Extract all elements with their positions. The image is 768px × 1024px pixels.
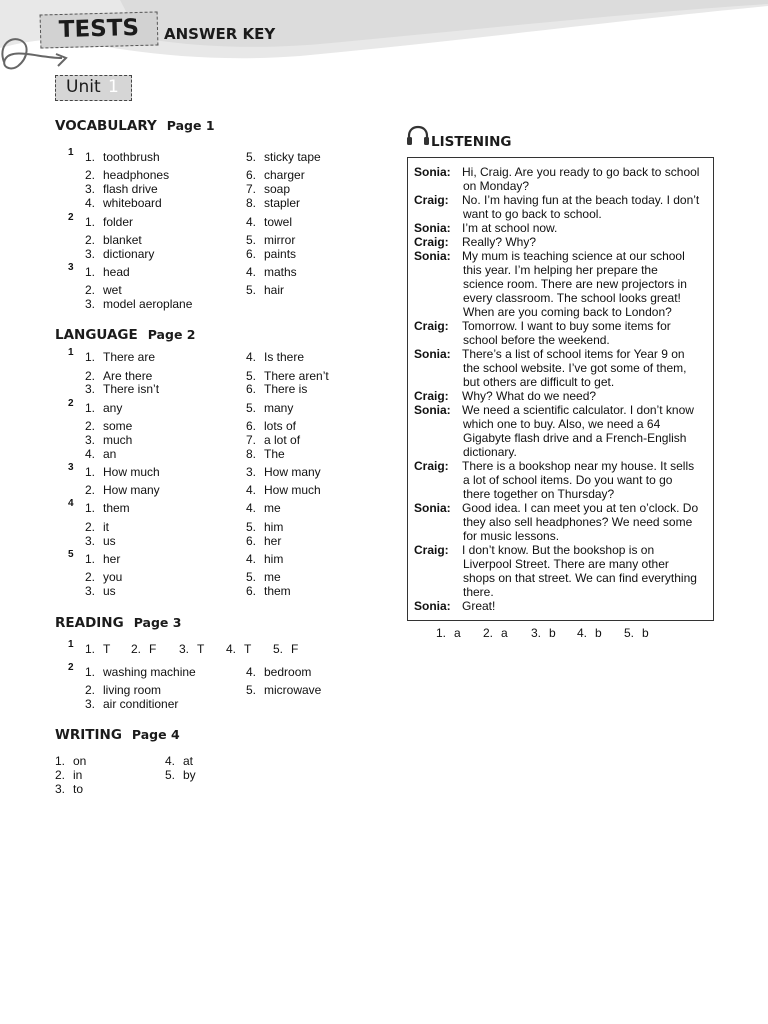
answer-item bbox=[246, 150, 321, 164]
item-number: 6. bbox=[246, 419, 257, 433]
item-answer: him bbox=[264, 552, 284, 566]
answer-item bbox=[55, 754, 86, 768]
answer-item bbox=[85, 419, 132, 433]
answer-item bbox=[85, 552, 120, 566]
item-answer: you bbox=[103, 570, 123, 584]
answer-item bbox=[246, 683, 321, 697]
dialogue-line bbox=[414, 319, 671, 333]
answer-item bbox=[246, 233, 295, 247]
item-number: 1. bbox=[85, 401, 96, 415]
answer-item bbox=[85, 369, 152, 383]
item-number: 4. bbox=[246, 483, 257, 497]
answer-item bbox=[85, 683, 161, 697]
dialogue-text: Tomorrow. I want to buy some items for bbox=[462, 319, 671, 333]
item-answer: me bbox=[264, 501, 281, 515]
vocabulary-title bbox=[55, 118, 215, 134]
dialogue-line bbox=[414, 389, 596, 403]
answer-item bbox=[85, 642, 110, 656]
answer-item bbox=[436, 626, 461, 640]
item-number: 1. bbox=[85, 265, 96, 279]
answer-item bbox=[85, 182, 158, 196]
dialogue-text: My mum is teaching science at our school bbox=[462, 249, 685, 263]
question-number: 3 bbox=[68, 462, 74, 473]
item-number: 6. bbox=[246, 382, 257, 396]
answer-item bbox=[85, 447, 116, 461]
dialogue-text: Great! bbox=[462, 599, 496, 613]
speaker-name: Sonia: bbox=[414, 501, 451, 515]
answer-item bbox=[85, 247, 154, 261]
dialogue-line bbox=[414, 501, 698, 515]
unit-number: 1 bbox=[108, 77, 119, 97]
item-answer: to bbox=[73, 782, 84, 796]
item-number: 5. bbox=[246, 401, 257, 415]
vocabulary-page: Page 1 bbox=[166, 118, 215, 133]
dialogue-continuation: there. bbox=[463, 585, 494, 599]
answer-item bbox=[246, 483, 321, 497]
item-number: 3. bbox=[179, 642, 190, 656]
tests-tag bbox=[40, 11, 159, 48]
item-number: 2. bbox=[85, 419, 96, 433]
item-number: 5. bbox=[246, 369, 257, 383]
reading-page: Page 3 bbox=[133, 615, 182, 630]
item-number: 3. bbox=[85, 697, 96, 711]
item-number: 8. bbox=[246, 196, 257, 210]
language-title bbox=[55, 327, 195, 343]
answer-item bbox=[246, 584, 291, 598]
item-number: 2. bbox=[85, 520, 96, 534]
item-number: 3. bbox=[85, 182, 96, 196]
item-number: 3. bbox=[246, 465, 257, 479]
item-number: 2. bbox=[85, 369, 96, 383]
answer-item bbox=[531, 626, 556, 640]
item-answer: There are bbox=[103, 350, 156, 364]
item-number: 2. bbox=[85, 168, 96, 182]
item-answer: them bbox=[264, 584, 291, 598]
item-answer: her bbox=[264, 534, 282, 548]
answer-item bbox=[226, 642, 251, 656]
answer-item bbox=[85, 483, 160, 497]
answer-item bbox=[85, 433, 132, 447]
dialogue-continuation: want to go back to school. bbox=[463, 207, 602, 221]
item-number: 6. bbox=[246, 247, 257, 261]
answer-item bbox=[246, 168, 305, 182]
item-answer: on bbox=[73, 754, 87, 768]
answer-item bbox=[624, 626, 649, 640]
item-answer: me bbox=[264, 570, 281, 584]
item-number: 4. bbox=[246, 265, 257, 279]
item-answer: some bbox=[103, 419, 133, 433]
answer-key-heading: ANSWER KEY bbox=[164, 25, 276, 43]
answer-item bbox=[85, 283, 122, 297]
vocabulary-label: VOCABULARY bbox=[55, 118, 157, 134]
answer-item bbox=[246, 552, 283, 566]
item-number: 5. bbox=[246, 283, 257, 297]
question-number: 2 bbox=[68, 212, 74, 223]
item-answer: The bbox=[264, 447, 285, 461]
speaker-name: Craig: bbox=[414, 389, 449, 403]
answer-item bbox=[246, 501, 281, 515]
speaker-name: Craig: bbox=[414, 235, 449, 249]
dialogue-continuation: school before the weekend. bbox=[463, 333, 610, 347]
answer-item bbox=[246, 369, 329, 383]
question-number: 3 bbox=[68, 262, 74, 273]
item-answer: wet bbox=[103, 283, 122, 297]
speaker-name: Sonia: bbox=[414, 165, 451, 179]
answer-item bbox=[85, 265, 130, 279]
item-number: 4. bbox=[85, 447, 96, 461]
item-number: 1. bbox=[85, 150, 96, 164]
answer-item bbox=[246, 520, 283, 534]
item-answer: sticky tape bbox=[264, 150, 321, 164]
item-answer: at bbox=[183, 754, 194, 768]
item-answer: soap bbox=[264, 182, 291, 196]
answer-item bbox=[179, 642, 204, 656]
dialogue-line bbox=[414, 403, 694, 417]
dialogue-line bbox=[414, 543, 654, 557]
speaker-name: Craig: bbox=[414, 459, 449, 473]
dialogue-continuation: shops on that street. We can find everything bbox=[463, 571, 697, 585]
speaker-name: Sonia: bbox=[414, 599, 451, 613]
answer-item bbox=[85, 297, 192, 311]
item-number: 1. bbox=[85, 465, 96, 479]
item-number: 1. bbox=[85, 501, 96, 515]
item-number: 4. bbox=[246, 552, 257, 566]
dialogue-text: Good idea. I can meet you at ten o’clock. Do bbox=[462, 501, 699, 515]
speaker-name: Sonia: bbox=[414, 347, 451, 361]
answer-item bbox=[85, 697, 178, 711]
answer-item bbox=[273, 642, 298, 656]
item-answer: towel bbox=[264, 215, 293, 229]
dialogue-continuation: for music lessons. bbox=[463, 529, 560, 543]
item-answer: bedroom bbox=[264, 665, 312, 679]
item-answer: There isn’t bbox=[103, 382, 160, 396]
dialogue-continuation: Gigabyte flash drive and a French-English bbox=[463, 431, 687, 445]
reading-label: READING bbox=[55, 615, 124, 631]
speaker-name: Sonia: bbox=[414, 249, 451, 263]
item-answer: by bbox=[183, 768, 196, 782]
item-number: 3. bbox=[85, 534, 96, 548]
item-number: 1. bbox=[85, 552, 96, 566]
item-answer: living room bbox=[103, 683, 162, 697]
dialogue-line bbox=[414, 165, 699, 179]
writing-page: Page 4 bbox=[131, 727, 180, 742]
item-answer: in bbox=[73, 768, 83, 782]
item-answer: b bbox=[595, 626, 602, 640]
answer-item bbox=[85, 233, 142, 247]
answer-item bbox=[246, 419, 296, 433]
question-number: 4 bbox=[68, 498, 74, 509]
answer-item bbox=[85, 382, 159, 396]
tests-heading: TESTS bbox=[58, 14, 140, 44]
dialogue-continuation: on Monday? bbox=[463, 179, 530, 193]
item-number: 3. bbox=[85, 247, 96, 261]
dialogue-continuation: but others are difficult to get. bbox=[463, 375, 615, 389]
item-number: 5. bbox=[246, 233, 257, 247]
item-answer: them bbox=[103, 501, 130, 515]
question-number: 1 bbox=[68, 147, 74, 158]
answer-item bbox=[246, 465, 321, 479]
writing-label: WRITING bbox=[55, 727, 122, 743]
item-answer: any bbox=[103, 401, 123, 415]
item-answer: Is there bbox=[264, 350, 305, 364]
dialogue-continuation: a lot of school items. Do you want to go bbox=[463, 473, 673, 487]
speaker-name: Craig: bbox=[414, 543, 449, 557]
item-answer: paints bbox=[264, 247, 297, 261]
item-answer: him bbox=[264, 520, 284, 534]
answer-item bbox=[165, 754, 193, 768]
item-number: 4. bbox=[165, 754, 176, 768]
answer-item bbox=[85, 215, 133, 229]
item-number: 5. bbox=[273, 642, 284, 656]
reading-title bbox=[55, 615, 181, 631]
answer-item bbox=[246, 215, 292, 229]
item-number: 6. bbox=[246, 584, 257, 598]
item-number: 1. bbox=[85, 665, 96, 679]
item-answer: folder bbox=[103, 215, 134, 229]
item-number: 4. bbox=[577, 626, 588, 640]
speaker-name: Sonia: bbox=[414, 221, 451, 235]
item-answer: microwave bbox=[264, 683, 322, 697]
item-answer: How much bbox=[264, 483, 321, 497]
item-number: 4. bbox=[246, 665, 257, 679]
answer-item bbox=[246, 447, 285, 461]
dialogue-continuation: this year. I’m helping her prepare the bbox=[463, 263, 658, 277]
answer-item bbox=[246, 570, 281, 584]
item-number: 3. bbox=[531, 626, 542, 640]
item-answer: stapler bbox=[264, 196, 301, 210]
speaker-name: Sonia: bbox=[414, 403, 451, 417]
item-answer: maths bbox=[264, 265, 297, 279]
item-number: 1. bbox=[436, 626, 447, 640]
dialogue-line bbox=[414, 221, 557, 235]
dialogue-line bbox=[414, 599, 495, 613]
answer-item bbox=[246, 433, 300, 447]
item-number: 5. bbox=[246, 683, 257, 697]
answer-item bbox=[246, 196, 300, 210]
question-number: 1 bbox=[68, 347, 74, 358]
item-answer: many bbox=[264, 401, 294, 415]
dialogue-line bbox=[414, 193, 699, 207]
headphones-icon bbox=[406, 125, 430, 147]
dialogue-text: Why? What do we need? bbox=[462, 389, 597, 403]
dialogue-continuation: there together on Thursday? bbox=[463, 487, 615, 501]
dialogue-continuation: Liverpool Street. There are many other bbox=[463, 557, 669, 571]
dialogue-text: Really? Why? bbox=[462, 235, 537, 249]
item-answer: head bbox=[103, 265, 130, 279]
dialogue-continuation: science room. There are new projectors in bbox=[463, 277, 687, 291]
dialogue-line bbox=[414, 347, 685, 361]
speaker-name: Craig: bbox=[414, 319, 449, 333]
answer-item bbox=[246, 350, 304, 364]
dialogue-text: No. I’m having fun at the beach today. I don’t bbox=[462, 193, 700, 207]
item-answer: F bbox=[149, 642, 157, 656]
item-number: 5. bbox=[246, 520, 257, 534]
item-number: 2. bbox=[55, 768, 66, 782]
item-answer: whiteboard bbox=[103, 196, 162, 210]
item-answer: lots of bbox=[264, 419, 297, 433]
item-answer: hair bbox=[264, 283, 285, 297]
item-answer: an bbox=[103, 447, 117, 461]
answer-item bbox=[85, 196, 162, 210]
answer-item bbox=[246, 265, 297, 279]
dialogue-continuation: which one to buy. Also, we need a 64 bbox=[463, 417, 661, 431]
language-label: LANGUAGE bbox=[55, 327, 138, 343]
dialogue-continuation: When are you coming back to London? bbox=[463, 305, 672, 319]
unit-label: Unit bbox=[66, 77, 101, 97]
item-answer: washing machine bbox=[103, 665, 196, 679]
item-answer: T bbox=[197, 642, 205, 656]
answer-item bbox=[55, 782, 83, 796]
item-number: 5. bbox=[165, 768, 176, 782]
answer-item bbox=[246, 283, 284, 297]
item-answer: air conditioner bbox=[103, 697, 179, 711]
item-answer: mirror bbox=[264, 233, 296, 247]
speaker-name: Craig: bbox=[414, 193, 449, 207]
answer-item bbox=[85, 584, 116, 598]
item-number: 2. bbox=[85, 570, 96, 584]
answer-item bbox=[85, 665, 196, 679]
item-answer: How many bbox=[103, 483, 160, 497]
item-answer: T bbox=[244, 642, 252, 656]
question-number: 5 bbox=[68, 549, 74, 560]
answer-item bbox=[577, 626, 602, 640]
item-number: 3. bbox=[85, 382, 96, 396]
item-number: 6. bbox=[246, 168, 257, 182]
item-number: 2. bbox=[85, 233, 96, 247]
dialogue-line bbox=[414, 235, 536, 249]
item-number: 4. bbox=[85, 196, 96, 210]
dialogue-text: There’s a list of school items for Year 9 on bbox=[462, 347, 685, 361]
item-number: 1. bbox=[85, 215, 96, 229]
item-answer: toothbrush bbox=[103, 150, 160, 164]
item-number: 6. bbox=[246, 534, 257, 548]
dialogue-continuation: the school website. I’ve got some of them, bbox=[463, 361, 687, 375]
item-answer: headphones bbox=[103, 168, 170, 182]
dialogue-text: We need a scientific calculator. I don’t know bbox=[462, 403, 694, 417]
answer-item bbox=[85, 570, 122, 584]
item-answer: dictionary bbox=[103, 247, 155, 261]
writing-title bbox=[55, 727, 180, 743]
item-answer: b bbox=[549, 626, 556, 640]
item-answer: charger bbox=[264, 168, 305, 182]
item-number: 7. bbox=[246, 182, 257, 196]
item-answer: us bbox=[103, 534, 116, 548]
item-number: 3. bbox=[85, 433, 96, 447]
item-number: 3. bbox=[55, 782, 66, 796]
item-answer: There aren’t bbox=[264, 369, 329, 383]
item-answer: a bbox=[454, 626, 461, 640]
answer-item bbox=[246, 182, 290, 196]
language-page: Page 2 bbox=[147, 327, 196, 342]
item-number: 5. bbox=[624, 626, 635, 640]
dialogue-text: There is a bookshop near my house. It sells bbox=[462, 459, 695, 473]
answer-item bbox=[85, 168, 169, 182]
answer-item bbox=[246, 534, 281, 548]
answer-item bbox=[55, 768, 82, 782]
answer-item bbox=[85, 501, 130, 515]
item-answer: flash drive bbox=[103, 182, 158, 196]
item-number: 3. bbox=[85, 584, 96, 598]
item-answer: b bbox=[642, 626, 649, 640]
answer-item bbox=[483, 626, 508, 640]
item-answer: How much bbox=[103, 465, 160, 479]
item-number: 2. bbox=[131, 642, 142, 656]
answer-item bbox=[85, 350, 155, 364]
question-number: 2 bbox=[68, 662, 74, 673]
item-number: 4. bbox=[246, 501, 257, 515]
answer-item bbox=[246, 247, 296, 261]
item-number: 8. bbox=[246, 447, 257, 461]
question-number: 2 bbox=[68, 398, 74, 409]
item-number: 4. bbox=[246, 350, 257, 364]
item-answer: Are there bbox=[103, 369, 153, 383]
item-number: 4. bbox=[226, 642, 237, 656]
dialogue-continuation: every classroom. The school looks great! bbox=[463, 291, 681, 305]
item-number: 4. bbox=[246, 215, 257, 229]
item-number: 2. bbox=[85, 283, 96, 297]
item-number: 2. bbox=[483, 626, 494, 640]
item-number: 3. bbox=[85, 297, 96, 311]
dialogue-line bbox=[414, 249, 685, 263]
dialogue-continuation: they also sell headphones? We need some bbox=[463, 515, 693, 529]
answer-item bbox=[85, 534, 116, 548]
item-answer: much bbox=[103, 433, 133, 447]
item-number: 2. bbox=[85, 683, 96, 697]
item-answer: model aeroplane bbox=[103, 297, 193, 311]
dialogue-line bbox=[414, 459, 694, 473]
answer-item bbox=[85, 401, 122, 415]
dialogue-text: I don’t know. But the bookshop is on bbox=[462, 543, 655, 557]
answer-item bbox=[131, 642, 156, 656]
answer-item bbox=[85, 520, 109, 534]
item-answer: There is bbox=[264, 382, 308, 396]
item-number: 1. bbox=[85, 350, 96, 364]
answer-item bbox=[85, 150, 160, 164]
answer-item bbox=[165, 768, 196, 782]
item-answer: T bbox=[103, 642, 111, 656]
listening-title: LISTENING bbox=[431, 134, 512, 150]
dialogue-text: Hi, Craig. Are you ready to go back to school bbox=[462, 165, 700, 179]
item-number: 5. bbox=[246, 570, 257, 584]
dialogue-continuation: dictionary. bbox=[463, 445, 517, 459]
item-number: 5. bbox=[246, 150, 257, 164]
unit-tag bbox=[55, 75, 132, 101]
item-number: 1. bbox=[55, 754, 66, 768]
answer-item bbox=[246, 382, 307, 396]
dialogue-text: I’m at school now. bbox=[462, 221, 558, 235]
item-answer: F bbox=[291, 642, 299, 656]
answer-item bbox=[246, 665, 311, 679]
item-answer: How many bbox=[264, 465, 321, 479]
item-answer: a lot of bbox=[264, 433, 301, 447]
item-answer: it bbox=[103, 520, 109, 534]
question-number: 1 bbox=[68, 639, 74, 650]
item-number: 1. bbox=[85, 642, 96, 656]
answer-item bbox=[85, 465, 160, 479]
item-answer: us bbox=[103, 584, 116, 598]
item-number: 7. bbox=[246, 433, 257, 447]
item-answer: blanket bbox=[103, 233, 142, 247]
answer-item bbox=[246, 401, 293, 415]
item-number: 2. bbox=[85, 483, 96, 497]
item-answer: a bbox=[501, 626, 508, 640]
item-answer: her bbox=[103, 552, 121, 566]
